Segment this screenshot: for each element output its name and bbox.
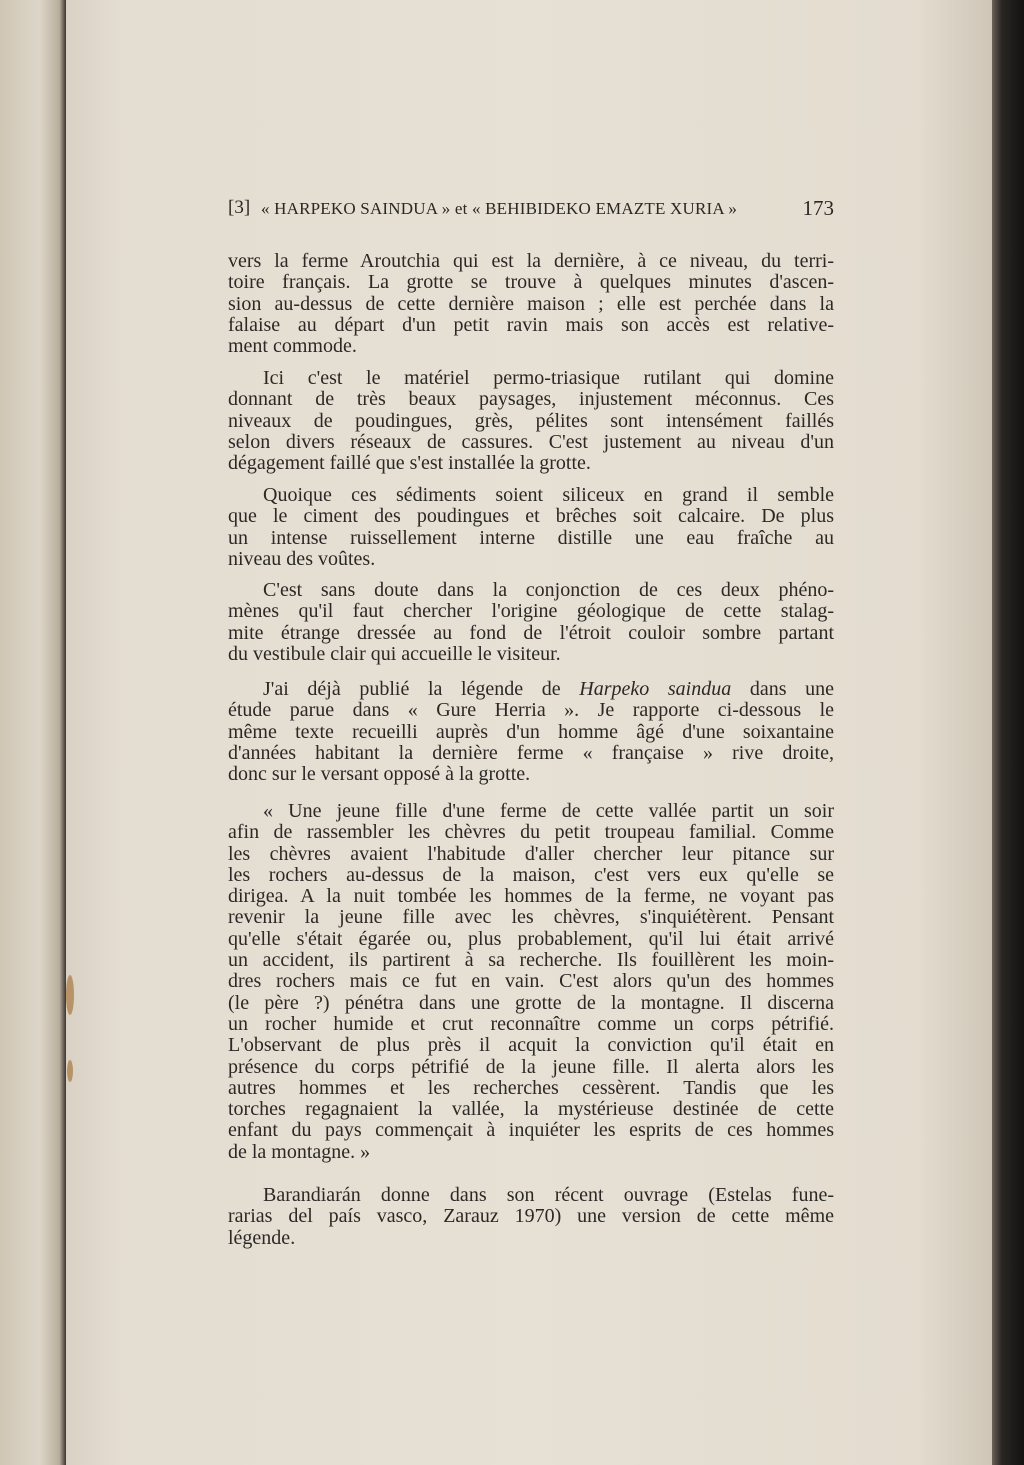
text-line: sion au-dessus de cette dernière maison ; elle est perchée dans la xyxy=(228,292,834,315)
text-line: C'est sans doute dans la conjonction de ces deux phéno- xyxy=(263,579,834,601)
text-line: « Une jeune fille d'une ferme de cette vallée partit un soir xyxy=(263,800,834,822)
text-line: rarias del país vasco, Zarauz 1970) une version de cette même xyxy=(228,1205,834,1228)
text-line: dégagement faillé que s'est installée la grotte. xyxy=(228,452,591,475)
text-line: Barandiarán donne dans son récent ouvrage (Estelas fune- xyxy=(263,1184,834,1206)
paragraph xyxy=(228,1185,834,1249)
text-line: de la montagne. » xyxy=(228,1140,371,1163)
text-line: étude parue dans « Gure Herria ». Je rapporte ci-dessous le xyxy=(228,699,834,722)
text-line: un rocher humide et crut reconnaître comme un corps pétrifié. xyxy=(228,1012,834,1035)
text-line: donnant de très beaux paysages, injustement méconnus. Ces xyxy=(228,388,834,411)
text-line: qu'elle s'était égarée ou, plus probablement, qu'il lui était arrivé xyxy=(228,927,834,950)
text-segment: dans une xyxy=(731,678,834,700)
paragraph xyxy=(228,368,834,474)
text-line: présence du corps pétrifié de la jeune fille. Il alerta alors les xyxy=(228,1055,834,1078)
running-header xyxy=(228,196,834,222)
left-page-edge xyxy=(0,0,66,1465)
text-line: (le père ?) pénétra dans une grotte de la montagne. Il discerna xyxy=(228,991,834,1014)
text-line: mite étrange dressée au fond de l'étroit couloir sombre partant xyxy=(228,621,834,644)
section-number: [3] xyxy=(228,197,251,218)
text-line: donc sur le versant opposé à la grotte. xyxy=(228,763,531,786)
text-line xyxy=(228,679,834,700)
text-line: un intense ruissellement interne distille une eau fraîche au xyxy=(228,526,834,549)
text-line: que le ciment des poudingues et brêches soit calcaire. De plus xyxy=(228,505,834,528)
text-line: Ici c'est le matériel permo-triasique rutilant qui domine xyxy=(263,367,834,389)
text-line: dirigea. A la nuit tombée les hommes de la ferme, ne voyant pas xyxy=(228,885,834,908)
paragraph xyxy=(228,251,834,357)
text-line: niveaux de poudingues, grès, pélites sont intensément faillés xyxy=(228,409,834,432)
text-line: toire français. La grotte se trouve à quelques minutes d'ascen- xyxy=(228,271,834,294)
page-number: 173 xyxy=(802,196,834,220)
italic-title: Harpeko saindua xyxy=(579,678,732,700)
text-line: revenir la jeune fille avec les chèvres, s'inquiétèrent. Pensant xyxy=(228,906,834,929)
right-page-edge xyxy=(992,0,1024,1465)
text-line: les rochers au-dessus de la maison, c'est vers eux qu'elle se xyxy=(228,863,834,886)
text-line: niveau des voûtes. xyxy=(228,547,376,570)
paper-stain xyxy=(66,975,74,1015)
paragraph xyxy=(228,580,834,665)
text-line: du vestibule clair qui accueille le visiteur. xyxy=(228,642,561,665)
text-line: afin de rassembler les chèvres du petit troupeau familial. Comme xyxy=(228,821,834,844)
text-line: d'années habitant la dernière ferme « française » rive droite, xyxy=(228,741,834,764)
paragraph xyxy=(228,679,834,785)
text-line: mènes qu'il faut chercher l'origine géologique de cette stalag- xyxy=(228,600,834,623)
text-line: autres hommes et les recherches cessèrent. Tandis que les xyxy=(228,1076,834,1099)
text-line: même texte recueilli auprès d'un homme âgé d'une soixantaine xyxy=(228,720,834,743)
text-line: vers la ferme Aroutchia qui est la dernière, à ce niveau, du terri- xyxy=(228,250,834,272)
running-title: « HARPEKO SAINDUA » et « BEHIBIDEKO EMAZTE XURIA » xyxy=(261,199,738,218)
text-line: enfant du pays commençait à inquiéter les esprits de ces hommes xyxy=(228,1119,834,1142)
text-line: les chèvres avaient l'habitude d'aller chercher leur pitance sur xyxy=(228,842,834,865)
paragraph xyxy=(228,485,834,570)
text-line: L'observant de plus près il acquit la conviction qu'il était en xyxy=(228,1034,834,1057)
text-line: un accident, ils partirent à sa recherche. Ils fouillèrent les moin- xyxy=(228,949,834,972)
text-segment: J'ai déjà publié la légende de xyxy=(263,678,580,700)
paragraph xyxy=(228,801,834,1163)
paper-stain xyxy=(67,1060,73,1082)
text-line: dres rochers mais ce fut en vain. C'est alors qu'un des hommes xyxy=(228,970,834,993)
text-line: ment commode. xyxy=(228,335,357,358)
text-line: torches regagnaient la vallée, la mystérieuse destinée de cette xyxy=(228,1098,834,1121)
text-line: légende. xyxy=(228,1226,296,1249)
text-line: selon divers réseaux de cassures. C'est justement au niveau d'un xyxy=(228,430,834,453)
text-line: falaise au départ d'un petit ravin mais son accès est relative- xyxy=(228,313,834,336)
text-line: Quoique ces sédiments soient siliceux en grand il semble xyxy=(263,484,834,506)
